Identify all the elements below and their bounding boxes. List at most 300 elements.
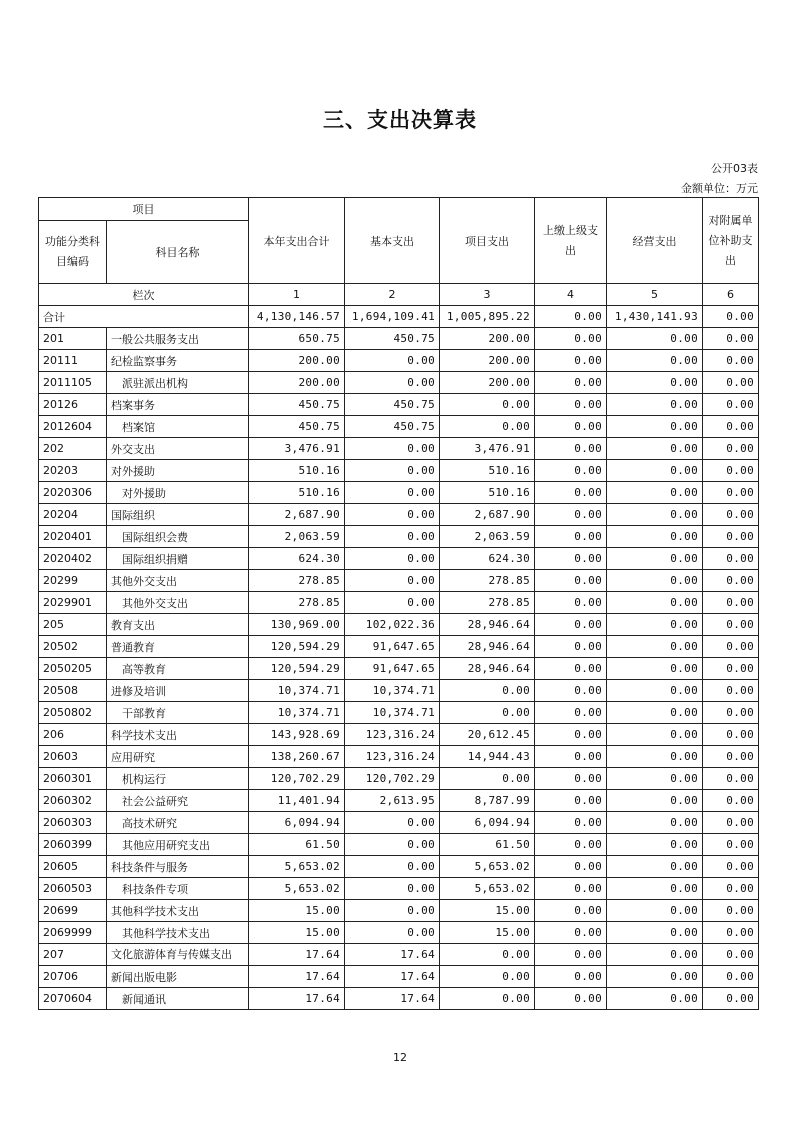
row-value: 61.50 xyxy=(440,834,535,856)
row-value: 120,594.29 xyxy=(249,658,345,680)
row-value: 0.00 xyxy=(703,988,759,1010)
row-value: 28,946.64 xyxy=(440,614,535,636)
table-row xyxy=(39,900,759,922)
row-value: 61.50 xyxy=(249,834,345,856)
row-value: 0.00 xyxy=(345,438,440,460)
row-code: 201 xyxy=(39,328,107,350)
row-value: 650.75 xyxy=(249,328,345,350)
row-value: 0.00 xyxy=(345,526,440,548)
row-value: 0.00 xyxy=(345,922,440,944)
total-row xyxy=(39,306,759,328)
row-name: 其他科学技术支出 xyxy=(107,900,249,922)
row-value: 0.00 xyxy=(345,350,440,372)
row-value: 0.00 xyxy=(535,350,607,372)
col-num: 2 xyxy=(345,284,440,306)
row-value: 0.00 xyxy=(535,944,607,966)
row-code: 2060399 xyxy=(39,834,107,856)
row-value: 5,653.02 xyxy=(249,878,345,900)
row-value: 15.00 xyxy=(440,922,535,944)
col-num: 1 xyxy=(249,284,345,306)
row-value: 0.00 xyxy=(703,812,759,834)
row-name: 国际组织会费 xyxy=(107,526,249,548)
table-row xyxy=(39,394,759,416)
row-value: 0.00 xyxy=(607,922,703,944)
col-num: 3 xyxy=(440,284,535,306)
row-value: 0.00 xyxy=(703,592,759,614)
row-code: 20502 xyxy=(39,636,107,658)
row-value: 0.00 xyxy=(345,592,440,614)
row-value: 0.00 xyxy=(703,504,759,526)
row-code: 2029901 xyxy=(39,592,107,614)
header-col6: 对附属单位补助支出 xyxy=(703,198,759,284)
row-value: 0.00 xyxy=(535,790,607,812)
row-value: 0.00 xyxy=(535,548,607,570)
row-name: 国际组织捐赠 xyxy=(107,548,249,570)
row-value: 450.75 xyxy=(345,328,440,350)
row-value: 6,094.94 xyxy=(249,812,345,834)
row-value: 17.64 xyxy=(249,944,345,966)
row-code: 2060301 xyxy=(39,768,107,790)
row-value: 0.00 xyxy=(703,416,759,438)
row-value: 0.00 xyxy=(703,944,759,966)
row-value: 0.00 xyxy=(703,922,759,944)
row-value: 15.00 xyxy=(440,900,535,922)
page-title: 三、支出决算表 xyxy=(323,108,477,132)
row-value: 138,260.67 xyxy=(249,746,345,768)
row-value: 0.00 xyxy=(440,416,535,438)
row-value: 17.64 xyxy=(345,988,440,1010)
row-value: 0.00 xyxy=(535,966,607,988)
row-code: 20508 xyxy=(39,680,107,702)
row-name: 文化旅游体育与传媒支出 xyxy=(107,944,249,966)
row-value: 0.00 xyxy=(607,812,703,834)
row-value: 278.85 xyxy=(440,570,535,592)
row-value: 450.75 xyxy=(345,394,440,416)
row-value: 278.85 xyxy=(440,592,535,614)
table-row xyxy=(39,746,759,768)
row-value: 0.00 xyxy=(703,724,759,746)
row-value: 0.00 xyxy=(535,768,607,790)
row-code: 20706 xyxy=(39,966,107,988)
row-name: 其他科学技术支出 xyxy=(107,922,249,944)
table-row xyxy=(39,548,759,570)
row-value: 0.00 xyxy=(607,746,703,768)
row-value: 450.75 xyxy=(249,394,345,416)
table-row xyxy=(39,988,759,1010)
row-value: 120,702.29 xyxy=(249,768,345,790)
row-value: 0.00 xyxy=(703,790,759,812)
row-value: 15.00 xyxy=(249,900,345,922)
row-value: 11,401.94 xyxy=(249,790,345,812)
row-value: 0.00 xyxy=(440,680,535,702)
row-value: 0.00 xyxy=(607,790,703,812)
column-number-row xyxy=(39,284,759,306)
row-value: 0.00 xyxy=(703,372,759,394)
row-value: 0.00 xyxy=(345,878,440,900)
row-name: 新闻出版电影 xyxy=(107,966,249,988)
row-value: 0.00 xyxy=(607,570,703,592)
row-code: 2011105 xyxy=(39,372,107,394)
table-row xyxy=(39,834,759,856)
row-name: 科技条件专项 xyxy=(107,878,249,900)
row-value: 0.00 xyxy=(703,394,759,416)
row-value: 0.00 xyxy=(345,570,440,592)
row-code: 2012604 xyxy=(39,416,107,438)
row-value: 123,316.24 xyxy=(345,746,440,768)
row-value: 0.00 xyxy=(703,702,759,724)
total-value: 0.00 xyxy=(535,306,607,328)
row-code: 202 xyxy=(39,438,107,460)
row-value: 0.00 xyxy=(607,614,703,636)
row-value: 0.00 xyxy=(703,746,759,768)
row-value: 0.00 xyxy=(535,482,607,504)
row-value: 2,687.90 xyxy=(440,504,535,526)
row-name: 对外援助 xyxy=(107,460,249,482)
row-value: 0.00 xyxy=(535,680,607,702)
row-value: 8,787.99 xyxy=(440,790,535,812)
row-value: 0.00 xyxy=(345,900,440,922)
header-project: 项目 xyxy=(39,198,249,221)
table-row xyxy=(39,768,759,790)
row-value: 510.16 xyxy=(249,460,345,482)
row-value: 0.00 xyxy=(535,372,607,394)
row-value: 0.00 xyxy=(440,966,535,988)
row-code: 2020401 xyxy=(39,526,107,548)
row-name: 其他应用研究支出 xyxy=(107,834,249,856)
row-value: 14,944.43 xyxy=(440,746,535,768)
table-row xyxy=(39,856,759,878)
row-value: 0.00 xyxy=(607,548,703,570)
row-code: 20126 xyxy=(39,394,107,416)
row-value: 0.00 xyxy=(607,438,703,460)
row-code: 2060503 xyxy=(39,878,107,900)
row-name: 纪检监察事务 xyxy=(107,350,249,372)
row-value: 0.00 xyxy=(607,702,703,724)
row-name: 科学技术支出 xyxy=(107,724,249,746)
row-value: 0.00 xyxy=(607,482,703,504)
row-value: 0.00 xyxy=(607,834,703,856)
row-value: 0.00 xyxy=(535,504,607,526)
row-value: 0.00 xyxy=(607,416,703,438)
row-name: 对外援助 xyxy=(107,482,249,504)
row-name: 新闻通讯 xyxy=(107,988,249,1010)
row-name: 进修及培训 xyxy=(107,680,249,702)
row-name: 机构运行 xyxy=(107,768,249,790)
row-value: 200.00 xyxy=(249,350,345,372)
row-value: 278.85 xyxy=(249,570,345,592)
row-value: 10,374.71 xyxy=(345,680,440,702)
row-value: 3,476.91 xyxy=(249,438,345,460)
form-code: 公开03表 xyxy=(711,162,758,175)
table-row xyxy=(39,614,759,636)
row-value: 0.00 xyxy=(535,438,607,460)
row-value: 0.00 xyxy=(535,636,607,658)
row-value: 0.00 xyxy=(345,460,440,482)
row-value: 0.00 xyxy=(535,328,607,350)
row-value: 17.64 xyxy=(345,966,440,988)
row-value: 450.75 xyxy=(249,416,345,438)
table-row xyxy=(39,438,759,460)
row-value: 0.00 xyxy=(535,856,607,878)
row-value: 0.00 xyxy=(345,372,440,394)
row-value: 200.00 xyxy=(440,372,535,394)
row-code: 2060302 xyxy=(39,790,107,812)
row-value: 0.00 xyxy=(703,526,759,548)
row-value: 0.00 xyxy=(607,504,703,526)
col-num: 4 xyxy=(535,284,607,306)
row-code: 20699 xyxy=(39,900,107,922)
row-value: 17.64 xyxy=(249,988,345,1010)
row-code: 20203 xyxy=(39,460,107,482)
row-code: 20299 xyxy=(39,570,107,592)
table-row xyxy=(39,702,759,724)
row-value: 0.00 xyxy=(703,856,759,878)
row-value: 0.00 xyxy=(703,328,759,350)
row-value: 278.85 xyxy=(249,592,345,614)
row-value: 0.00 xyxy=(535,460,607,482)
row-value: 0.00 xyxy=(703,350,759,372)
row-value: 0.00 xyxy=(703,636,759,658)
row-value: 0.00 xyxy=(535,900,607,922)
row-name: 教育支出 xyxy=(107,614,249,636)
total-value: 4,130,146.57 xyxy=(249,306,345,328)
row-value: 0.00 xyxy=(607,988,703,1010)
header-col2: 基本支出 xyxy=(345,198,440,284)
row-value: 510.16 xyxy=(440,460,535,482)
row-value: 0.00 xyxy=(607,592,703,614)
row-code: 20603 xyxy=(39,746,107,768)
unit-label: 金额单位：万元 xyxy=(681,182,758,195)
row-value: 0.00 xyxy=(703,460,759,482)
row-value: 0.00 xyxy=(440,988,535,1010)
row-value: 0.00 xyxy=(535,658,607,680)
row-value: 28,946.64 xyxy=(440,658,535,680)
row-value: 0.00 xyxy=(345,504,440,526)
table-row xyxy=(39,482,759,504)
row-code: 2020306 xyxy=(39,482,107,504)
header-col4: 上缴上级支出 xyxy=(535,198,607,284)
row-name: 应用研究 xyxy=(107,746,249,768)
row-code: 2050205 xyxy=(39,658,107,680)
row-value: 0.00 xyxy=(440,394,535,416)
row-value: 0.00 xyxy=(345,482,440,504)
row-value: 3,476.91 xyxy=(440,438,535,460)
row-name: 国际组织 xyxy=(107,504,249,526)
row-value: 0.00 xyxy=(607,372,703,394)
row-value: 0.00 xyxy=(345,548,440,570)
row-name: 科技条件与服务 xyxy=(107,856,249,878)
expenditure-table xyxy=(38,197,759,1010)
row-value: 624.30 xyxy=(440,548,535,570)
row-value: 0.00 xyxy=(607,460,703,482)
row-name: 派驻派出机构 xyxy=(107,372,249,394)
row-name: 高技术研究 xyxy=(107,812,249,834)
row-value: 130,969.00 xyxy=(249,614,345,636)
row-value: 0.00 xyxy=(440,768,535,790)
total-value: 0.00 xyxy=(703,306,759,328)
row-name: 干部教育 xyxy=(107,702,249,724)
row-value: 0.00 xyxy=(703,834,759,856)
row-value: 0.00 xyxy=(703,768,759,790)
row-name: 档案事务 xyxy=(107,394,249,416)
table-row xyxy=(39,570,759,592)
row-value: 0.00 xyxy=(440,944,535,966)
row-value: 0.00 xyxy=(535,614,607,636)
total-value: 1,430,141.93 xyxy=(607,306,703,328)
row-value: 0.00 xyxy=(535,922,607,944)
row-value: 200.00 xyxy=(440,328,535,350)
row-value: 0.00 xyxy=(607,856,703,878)
row-value: 17.64 xyxy=(345,944,440,966)
row-code: 20204 xyxy=(39,504,107,526)
row-code: 205 xyxy=(39,614,107,636)
row-value: 0.00 xyxy=(703,570,759,592)
row-name: 高等教育 xyxy=(107,658,249,680)
col-num: 5 xyxy=(607,284,703,306)
table-row xyxy=(39,416,759,438)
row-code: 2020402 xyxy=(39,548,107,570)
table-row xyxy=(39,460,759,482)
row-value: 0.00 xyxy=(535,878,607,900)
total-value: 1,005,895.22 xyxy=(440,306,535,328)
header-col3: 项目支出 xyxy=(440,198,535,284)
table-row xyxy=(39,812,759,834)
row-value: 0.00 xyxy=(607,394,703,416)
row-value: 20,612.45 xyxy=(440,724,535,746)
row-value: 0.00 xyxy=(607,636,703,658)
row-value: 2,613.95 xyxy=(345,790,440,812)
row-value: 91,647.65 xyxy=(345,636,440,658)
row-value: 0.00 xyxy=(607,944,703,966)
row-value: 0.00 xyxy=(345,812,440,834)
row-name: 社会公益研究 xyxy=(107,790,249,812)
row-value: 0.00 xyxy=(535,526,607,548)
row-code: 2050802 xyxy=(39,702,107,724)
row-value: 102,022.36 xyxy=(345,614,440,636)
row-value: 200.00 xyxy=(440,350,535,372)
row-value: 0.00 xyxy=(535,592,607,614)
row-value: 0.00 xyxy=(535,394,607,416)
row-value: 0.00 xyxy=(703,658,759,680)
row-code: 2060303 xyxy=(39,812,107,834)
row-value: 10,374.71 xyxy=(249,702,345,724)
row-value: 0.00 xyxy=(535,724,607,746)
row-value: 2,687.90 xyxy=(249,504,345,526)
table-row xyxy=(39,526,759,548)
table-row xyxy=(39,372,759,394)
row-name: 一般公共服务支出 xyxy=(107,328,249,350)
row-value: 0.00 xyxy=(703,966,759,988)
row-value: 6,094.94 xyxy=(440,812,535,834)
row-value: 0.00 xyxy=(607,328,703,350)
table-row xyxy=(39,592,759,614)
row-value: 0.00 xyxy=(607,768,703,790)
row-value: 0.00 xyxy=(345,856,440,878)
row-name: 普通教育 xyxy=(107,636,249,658)
row-value: 0.00 xyxy=(607,680,703,702)
row-value: 0.00 xyxy=(535,746,607,768)
row-value: 5,653.02 xyxy=(440,878,535,900)
row-value: 15.00 xyxy=(249,922,345,944)
row-value: 28,946.64 xyxy=(440,636,535,658)
row-value: 0.00 xyxy=(535,834,607,856)
table-row xyxy=(39,636,759,658)
row-value: 450.75 xyxy=(345,416,440,438)
col-num: 6 xyxy=(703,284,759,306)
row-name: 外交支出 xyxy=(107,438,249,460)
row-value: 2,063.59 xyxy=(440,526,535,548)
row-name: 其他外交支出 xyxy=(107,570,249,592)
header-func-code: 功能分类科目编码 xyxy=(39,221,107,284)
table-row xyxy=(39,328,759,350)
row-value: 2,063.59 xyxy=(249,526,345,548)
row-value: 10,374.71 xyxy=(345,702,440,724)
total-label: 合计 xyxy=(39,306,249,328)
row-code: 206 xyxy=(39,724,107,746)
row-value: 0.00 xyxy=(607,724,703,746)
row-value: 0.00 xyxy=(703,614,759,636)
row-value: 0.00 xyxy=(535,702,607,724)
row-value: 0.00 xyxy=(535,416,607,438)
table-row xyxy=(39,878,759,900)
row-value: 5,653.02 xyxy=(249,856,345,878)
row-value: 0.00 xyxy=(607,350,703,372)
row-value: 0.00 xyxy=(607,878,703,900)
row-value: 0.00 xyxy=(703,482,759,504)
header-subject-name: 科目名称 xyxy=(107,221,249,284)
row-code: 20605 xyxy=(39,856,107,878)
row-value: 0.00 xyxy=(703,878,759,900)
row-value: 143,928.69 xyxy=(249,724,345,746)
row-name: 其他外交支出 xyxy=(107,592,249,614)
row-value: 0.00 xyxy=(607,658,703,680)
row-value: 91,647.65 xyxy=(345,658,440,680)
row-value: 123,316.24 xyxy=(345,724,440,746)
table-row xyxy=(39,922,759,944)
row-value: 0.00 xyxy=(535,988,607,1010)
row-value: 0.00 xyxy=(703,548,759,570)
table-row xyxy=(39,504,759,526)
table-row xyxy=(39,966,759,988)
row-value: 17.64 xyxy=(249,966,345,988)
row-value: 0.00 xyxy=(535,570,607,592)
table-row xyxy=(39,658,759,680)
row-value: 200.00 xyxy=(249,372,345,394)
row-value: 10,374.71 xyxy=(249,680,345,702)
row-code: 2069999 xyxy=(39,922,107,944)
table-row xyxy=(39,790,759,812)
row-value: 0.00 xyxy=(535,812,607,834)
header-col1: 本年支出合计 xyxy=(249,198,345,284)
row-label: 栏次 xyxy=(39,284,249,306)
row-code: 207 xyxy=(39,944,107,966)
row-value: 0.00 xyxy=(703,900,759,922)
total-value: 1,694,109.41 xyxy=(345,306,440,328)
page-number: 12 xyxy=(393,1051,407,1064)
row-value: 0.00 xyxy=(607,526,703,548)
row-code: 2070604 xyxy=(39,988,107,1010)
row-value: 624.30 xyxy=(249,548,345,570)
header-col5: 经营支出 xyxy=(607,198,703,284)
row-value: 0.00 xyxy=(703,680,759,702)
row-value: 510.16 xyxy=(249,482,345,504)
row-value: 0.00 xyxy=(703,438,759,460)
row-value: 0.00 xyxy=(345,834,440,856)
row-value: 120,702.29 xyxy=(345,768,440,790)
row-value: 0.00 xyxy=(607,966,703,988)
table-row xyxy=(39,350,759,372)
table-row xyxy=(39,944,759,966)
